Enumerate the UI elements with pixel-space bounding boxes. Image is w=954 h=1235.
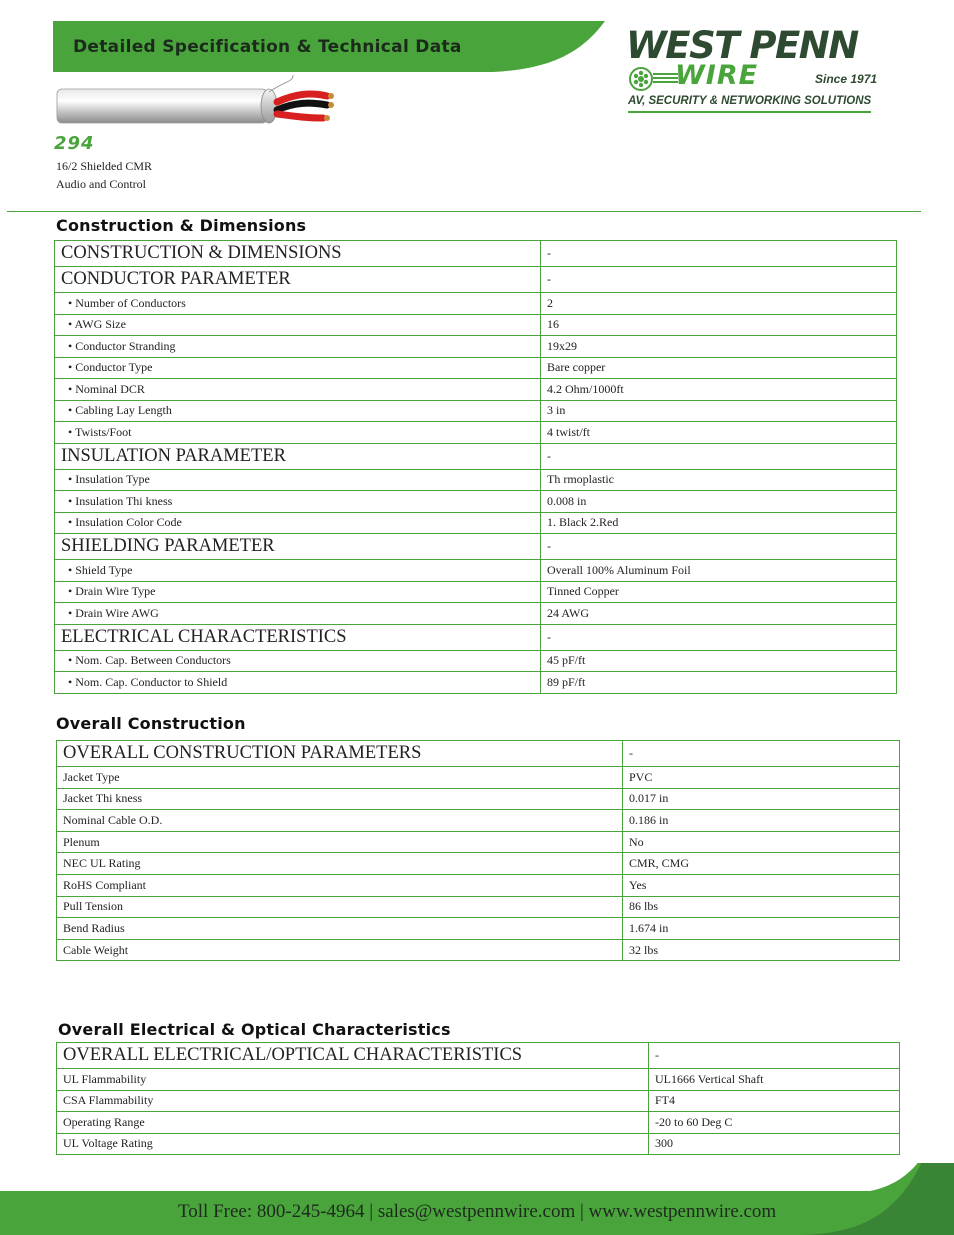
table-header-row <box>55 443 897 469</box>
spec-value: - <box>541 624 897 650</box>
overall-construction-section-title: Overall Construction <box>56 714 246 733</box>
cable-image <box>55 72 340 128</box>
spec-label: Nominal Cable O.D. <box>57 810 623 832</box>
electrical-section-title: Overall Electrical & Optical Characteristics <box>58 1020 451 1039</box>
logo-wordmark-wire: WIRE <box>675 60 759 91</box>
spec-value: 16 <box>541 314 897 336</box>
spec-value: Bare copper <box>541 357 897 379</box>
spec-value: 4 twist/ft <box>541 422 897 444</box>
table-row <box>55 357 897 379</box>
part-number: 294 <box>54 133 95 154</box>
table-header-row <box>55 624 897 650</box>
spec-value: - <box>541 443 897 469</box>
spec-label: • Conductor Type <box>55 357 541 379</box>
spec-value: 3 in <box>541 400 897 422</box>
footer-contact: Toll Free: 800-245-4964 | sales@westpennwire.com | www.westpennwire.com <box>178 1201 777 1222</box>
spec-value: 0.017 in <box>623 788 900 810</box>
spec-value: - <box>541 241 897 267</box>
spec-value: 86 lbs <box>623 896 900 918</box>
cable-globe-icon <box>628 66 654 92</box>
spec-label: • Number of Conductors <box>55 293 541 315</box>
product-description-line2: Audio and Control <box>56 177 146 191</box>
spec-label: • Drain Wire Type <box>55 581 541 603</box>
table-row <box>55 469 897 491</box>
group-heading: OVERALL CONSTRUCTION PARAMETERS <box>57 741 623 767</box>
table-row <box>57 788 900 810</box>
logo-underline <box>628 111 871 113</box>
spec-value: 0.008 in <box>541 491 897 513</box>
spec-label: • Insulation Thi kness <box>55 491 541 513</box>
table-row <box>57 1090 900 1112</box>
table-header-row <box>55 267 897 293</box>
spec-label: • Insulation Color Code <box>55 512 541 534</box>
spec-label: • Drain Wire AWG <box>55 603 541 625</box>
spec-value: No <box>623 831 900 853</box>
spec-label: Plenum <box>57 831 623 853</box>
spec-value: FT4 <box>649 1090 900 1112</box>
table-header-row <box>55 534 897 560</box>
spec-label: • Nom. Cap. Conductor to Shield <box>55 672 541 694</box>
spec-value: 32 lbs <box>623 939 900 961</box>
logo-since: Since 1971 <box>815 72 878 86</box>
spec-value: 2 <box>541 293 897 315</box>
spec-label: CSA Flammability <box>57 1090 649 1112</box>
table-row <box>57 896 900 918</box>
table-row <box>57 767 900 789</box>
group-heading: SHIELDING PARAMETER <box>55 534 541 560</box>
table-header-row <box>57 1043 900 1069</box>
spec-value: 24 AWG <box>541 603 897 625</box>
spec-value: 4.2 Ohm/1000ft <box>541 379 897 401</box>
spec-label: Bend Radius <box>57 918 623 940</box>
spec-value: -20 to 60 Deg C <box>649 1112 900 1134</box>
spec-value: CMR, CMG <box>623 853 900 875</box>
table-header-row <box>55 241 897 267</box>
table-row <box>55 560 897 582</box>
table-row <box>57 831 900 853</box>
construction-section-title: Construction & Dimensions <box>56 216 307 235</box>
table-row <box>55 314 897 336</box>
table-row <box>57 1069 900 1091</box>
group-heading: OVERALL ELECTRICAL/OPTICAL CHARACTERISTICS <box>57 1043 649 1069</box>
spec-label: • Shield Type <box>55 560 541 582</box>
spec-value: Tinned Copper <box>541 581 897 603</box>
table-row <box>55 512 897 534</box>
company-logo <box>623 26 903 116</box>
table-row <box>57 874 900 896</box>
logo-tagline: AV, SECURITY & NETWORKING SOLUTIONS <box>628 95 872 107</box>
table-row <box>57 853 900 875</box>
table-row <box>57 1112 900 1134</box>
spec-value: Yes <box>623 874 900 896</box>
spec-label: • Nominal DCR <box>55 379 541 401</box>
header-banner <box>53 21 605 72</box>
table-row <box>55 581 897 603</box>
spec-value: Overall 100% Aluminum Foil <box>541 560 897 582</box>
table-row <box>55 293 897 315</box>
spec-value: 1. Black 2.Red <box>541 512 897 534</box>
group-heading: CONSTRUCTION & DIMENSIONS <box>55 241 541 267</box>
group-heading: INSULATION PARAMETER <box>55 443 541 469</box>
spec-value: - <box>649 1043 900 1069</box>
spec-label: Cable Weight <box>57 939 623 961</box>
overall-construction-table <box>56 740 900 961</box>
spec-label: Operating Range <box>57 1112 649 1134</box>
spec-value: 300 <box>649 1133 900 1155</box>
footer-band <box>0 1163 954 1235</box>
electrical-characteristics-table <box>56 1042 900 1155</box>
spec-label: • Conductor Stranding <box>55 336 541 358</box>
table-row <box>55 336 897 358</box>
spec-value: Th rmoplastic <box>541 469 897 491</box>
spec-value: 1.674 in <box>623 918 900 940</box>
spec-value: - <box>541 267 897 293</box>
table-row <box>55 422 897 444</box>
logo-wordmark-top: WEST PENN <box>626 24 858 67</box>
spec-label: • Insulation Type <box>55 469 541 491</box>
group-heading: ELECTRICAL CHARACTERISTICS <box>55 624 541 650</box>
spec-label: RoHS Compliant <box>57 874 623 896</box>
table-row <box>57 810 900 832</box>
spec-label: Jacket Type <box>57 767 623 789</box>
spec-label: • Twists/Foot <box>55 422 541 444</box>
spec-label: Jacket Thi kness <box>57 788 623 810</box>
spec-value: 45 pF/ft <box>541 650 897 672</box>
spec-label: Pull Tension <box>57 896 623 918</box>
banner-title: Detailed Specification & Technical Data <box>73 37 462 57</box>
table-row <box>55 400 897 422</box>
section-divider <box>7 211 921 212</box>
spec-label: NEC UL Rating <box>57 853 623 875</box>
table-header-row <box>57 741 900 767</box>
group-heading: CONDUCTOR PARAMETER <box>55 267 541 293</box>
table-row <box>55 491 897 513</box>
spec-label: UL Voltage Rating <box>57 1133 649 1155</box>
spec-value: 0.186 in <box>623 810 900 832</box>
table-row <box>55 379 897 401</box>
spec-value: PVC <box>623 767 900 789</box>
table-row <box>57 939 900 961</box>
table-row <box>55 672 897 694</box>
spec-value: - <box>623 741 900 767</box>
product-description-line1: 16/2 Shielded CMR <box>56 159 153 173</box>
spec-value: 89 pF/ft <box>541 672 897 694</box>
table-row <box>57 1133 900 1155</box>
table-row <box>57 918 900 940</box>
spec-value: 19x29 <box>541 336 897 358</box>
spec-label: • AWG Size <box>55 314 541 336</box>
construction-table <box>54 240 897 694</box>
table-row <box>55 650 897 672</box>
spec-value: - <box>541 534 897 560</box>
spec-label: UL Flammability <box>57 1069 649 1091</box>
table-row <box>55 603 897 625</box>
spec-label: • Cabling Lay Length <box>55 400 541 422</box>
spec-value: UL1666 Vertical Shaft <box>649 1069 900 1091</box>
spec-label: • Nom. Cap. Between Conductors <box>55 650 541 672</box>
